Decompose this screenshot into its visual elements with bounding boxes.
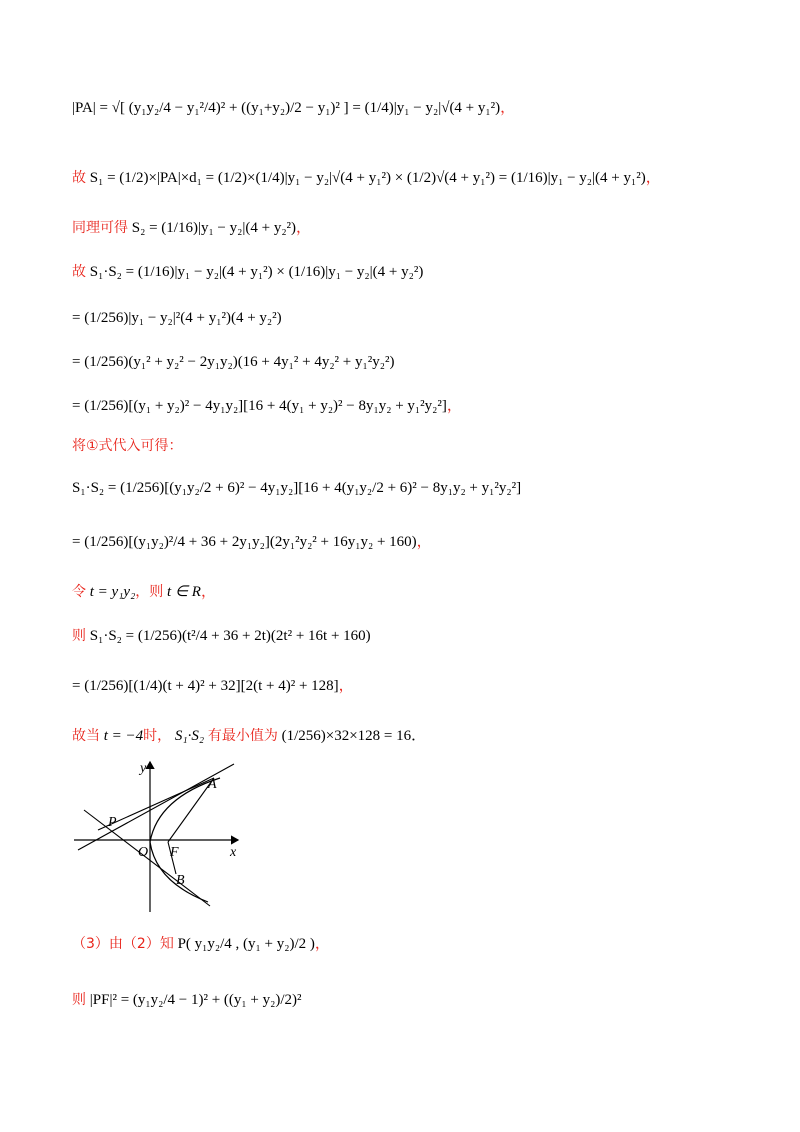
substitution-text bbox=[72, 436, 183, 456]
product-line-4 bbox=[72, 396, 462, 416]
substitution-formula-2: = (1/256)[(y₁y₂)²/4 + 36 + 2y₁y₂](2y₁²y₂² + 16y₁y₂ + 160) bbox=[72, 534, 417, 550]
s2-equation bbox=[72, 218, 311, 238]
label-p: P bbox=[108, 815, 117, 830]
let-t-definition: t = y₁y₂ bbox=[89, 584, 136, 600]
s1-comma: ， bbox=[645, 170, 661, 186]
part-three-point: P( y₁y₂/4 , (y₁ + y₂)/2 ) bbox=[177, 936, 315, 952]
label-f: F bbox=[170, 845, 179, 860]
part-three-comma: ， bbox=[314, 936, 330, 952]
product-formula-3: = (1/256)(y₁² + y₂² − 2y₁y₂)(16 + 4y₁² + 4y₂² + y₁²y₂²) bbox=[72, 354, 395, 370]
pa-length-equation bbox=[72, 98, 515, 118]
pf-prefix: 则 bbox=[72, 992, 86, 1008]
then-line-2 bbox=[72, 676, 354, 696]
s2-prefix: 同理可得 bbox=[72, 220, 128, 236]
label-y: y bbox=[140, 761, 147, 776]
minimum-prefix: 故当 bbox=[72, 728, 100, 744]
then-formula-1: S₁·S₂ = (1/256)(t²/4 + 36 + 2t)(2t² + 16t + 160) bbox=[89, 628, 371, 644]
pa-length-formula: |PA| = √[ (y₁y₂/4 − y₁²/4)² + ((y₁+y₂)/2 − y₁)² ] = (1/4)|y₁ − y₂|√(4 + y₁²) bbox=[72, 100, 501, 116]
minimum-value: (1/256)×32×128 = 16 bbox=[281, 728, 412, 744]
let-mid-text: ，则 bbox=[135, 584, 164, 600]
let-comma: ， bbox=[200, 584, 216, 600]
substitution-formula-1: S₁·S₂ = (1/256)[(y₁y₂/2 + 6)² − 4y₁y₂][16 + 4(y₁y₂/2 + 6)² − 8y₁y₂ + y₁²y₂²] bbox=[72, 480, 522, 496]
label-x: x bbox=[230, 845, 237, 860]
product-comma: ， bbox=[446, 398, 462, 414]
s1-equation bbox=[72, 168, 661, 188]
s2-comma: ， bbox=[296, 220, 312, 236]
pf-line bbox=[72, 990, 302, 1010]
minimum-label: 有最小值为 bbox=[207, 728, 278, 744]
pf-formula: |PF|² = (y₁y₂/4 − 1)² + ((y₁ + y₂)/2)² bbox=[89, 992, 302, 1008]
product-prefix: 故 bbox=[72, 264, 86, 280]
product-formula-2: = (1/256)|y₁ − y₂|²(4 + y₁²)(4 + y₂²) bbox=[72, 310, 282, 326]
pa-length-comma: ， bbox=[500, 100, 516, 116]
product-line-1 bbox=[72, 262, 423, 282]
label-a: A bbox=[208, 777, 217, 792]
let-prefix: 令 bbox=[72, 584, 86, 600]
product-formula-4: = (1/256)[(y₁ + y₂)² − 4y₁y₂][16 + 4(y₁ + y₂)² − 8y₁y₂ + y₁²y₂²] bbox=[72, 398, 447, 414]
s1-prefix: 故 bbox=[72, 170, 86, 186]
then-prefix: 则 bbox=[72, 628, 86, 644]
substitution-label: 将①式代入可得： bbox=[72, 438, 183, 454]
part-three-line bbox=[72, 934, 330, 954]
product-formula-1: S₁·S₂ = (1/16)|y₁ − y₂|(4 + y₁²) × (1/16)|y₁ − y₂|(4 + y₂²) bbox=[89, 264, 424, 280]
label-o: O bbox=[138, 845, 149, 860]
let-t-domain: t ∈ R bbox=[167, 584, 201, 600]
s1-formula: S₁ = (1/2)×|PA|×d₁ = (1/2)×(1/4)|y₁ − y₂|√(4 + y₁²) × (1/2)√(4 + y₁²) = (1/16)|y₁ − y₂|(4 + y₁²) bbox=[89, 170, 646, 186]
minimum-period: ． bbox=[411, 728, 427, 744]
substitution-line-2 bbox=[72, 532, 432, 552]
minimum-t-value: t = −4 bbox=[103, 728, 144, 744]
product-line-3 bbox=[72, 352, 394, 372]
minimum-s-product: S₁·S₂ bbox=[174, 728, 205, 744]
let-t-line bbox=[72, 582, 216, 602]
product-line-2 bbox=[72, 308, 282, 328]
minimum-mid-text: 时， bbox=[143, 728, 172, 744]
parabola-figure bbox=[70, 758, 250, 916]
then-comma: ， bbox=[338, 678, 354, 694]
then-formula-2: = (1/256)[(1/4)(t + 4)² + 32][2(t + 4)² + 128] bbox=[72, 678, 339, 694]
then-line-1 bbox=[72, 626, 371, 646]
label-b: B bbox=[176, 873, 185, 888]
minimum-line bbox=[72, 726, 426, 746]
part-three-prefix: （3）由（2）知 bbox=[72, 936, 174, 952]
substitution-line-1 bbox=[72, 478, 521, 498]
s2-formula: S₂ = (1/16)|y₁ − y₂|(4 + y₂²) bbox=[131, 220, 297, 236]
substitution-comma: ， bbox=[416, 534, 432, 550]
